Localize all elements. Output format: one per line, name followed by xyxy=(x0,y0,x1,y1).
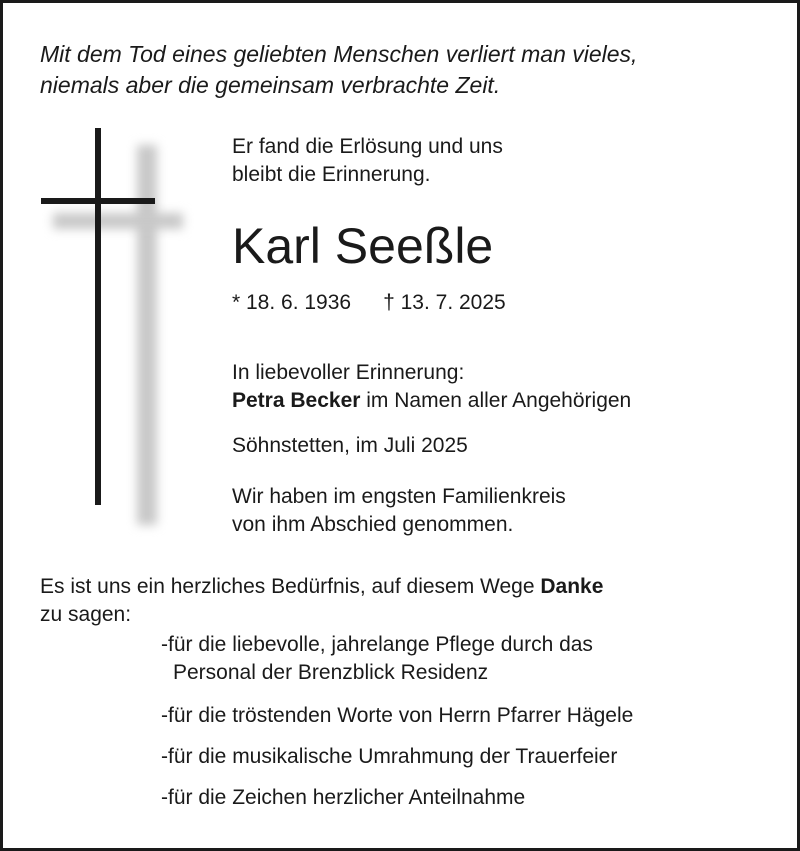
memory-heading: In liebevoller Erinnerung: xyxy=(232,361,465,384)
mourner-name: Petra Becker xyxy=(232,389,361,412)
cross-icon xyxy=(33,125,193,535)
mourner-rest: im Namen aller Angehörigen xyxy=(360,389,632,412)
motto-line-1: Mit dem Tod eines geliebten Menschen verliert man vieles, xyxy=(40,41,638,67)
list-item: -für die tröstenden Worte von Herrn Pfarrer Hägele xyxy=(161,704,634,727)
list-item: -für die liebevolle, jahrelange Pflege durch das xyxy=(161,633,593,656)
death-date: † 13. 7. 2025 xyxy=(383,291,506,314)
thanks-line-1-text: Es ist uns ein herzliches Bedürfnis, auf diesem Wege xyxy=(40,575,541,598)
thanks-list xyxy=(161,631,633,812)
cross-shadow-horizontal xyxy=(53,213,183,229)
list-item: -für die Zeichen herzlicher Anteilnahme xyxy=(161,786,526,809)
memory-block xyxy=(232,359,631,415)
cross-beam-vertical xyxy=(95,128,101,505)
closing-text xyxy=(232,483,566,539)
mourner-line xyxy=(232,387,631,415)
list-item: -für die musikalische Umrahmung der Trauerfeier xyxy=(161,745,618,768)
intro-text xyxy=(232,133,503,189)
intro-line-1: Er fand die Erlösung und uns xyxy=(232,135,503,158)
thanks-intro xyxy=(40,573,603,629)
intro-line-2: bleibt die Erinnerung. xyxy=(232,163,431,186)
thanks-line-1 xyxy=(40,573,603,601)
thanks-danke: Danke xyxy=(540,575,604,598)
list-item-continuation: Personal der Brenzblick Residenz xyxy=(173,661,489,684)
motto xyxy=(40,39,637,101)
place-date xyxy=(232,432,468,460)
place-date-text: Söhnstetten, im Juli 2025 xyxy=(232,434,468,457)
closing-line-2: von ihm Abschied genommen. xyxy=(232,513,514,536)
motto-line-2: niemals aber die gemeinsam verbrachte Zeit. xyxy=(40,72,501,98)
deceased-name: Karl Seeßle xyxy=(232,218,494,274)
thanks-line-2: zu sagen: xyxy=(40,603,132,626)
life-dates xyxy=(232,289,506,317)
birth-date: * 18. 6. 1936 xyxy=(232,291,352,314)
closing-line-1: Wir haben im engsten Familienkreis xyxy=(232,485,566,508)
cross-beam-horizontal xyxy=(41,198,155,204)
